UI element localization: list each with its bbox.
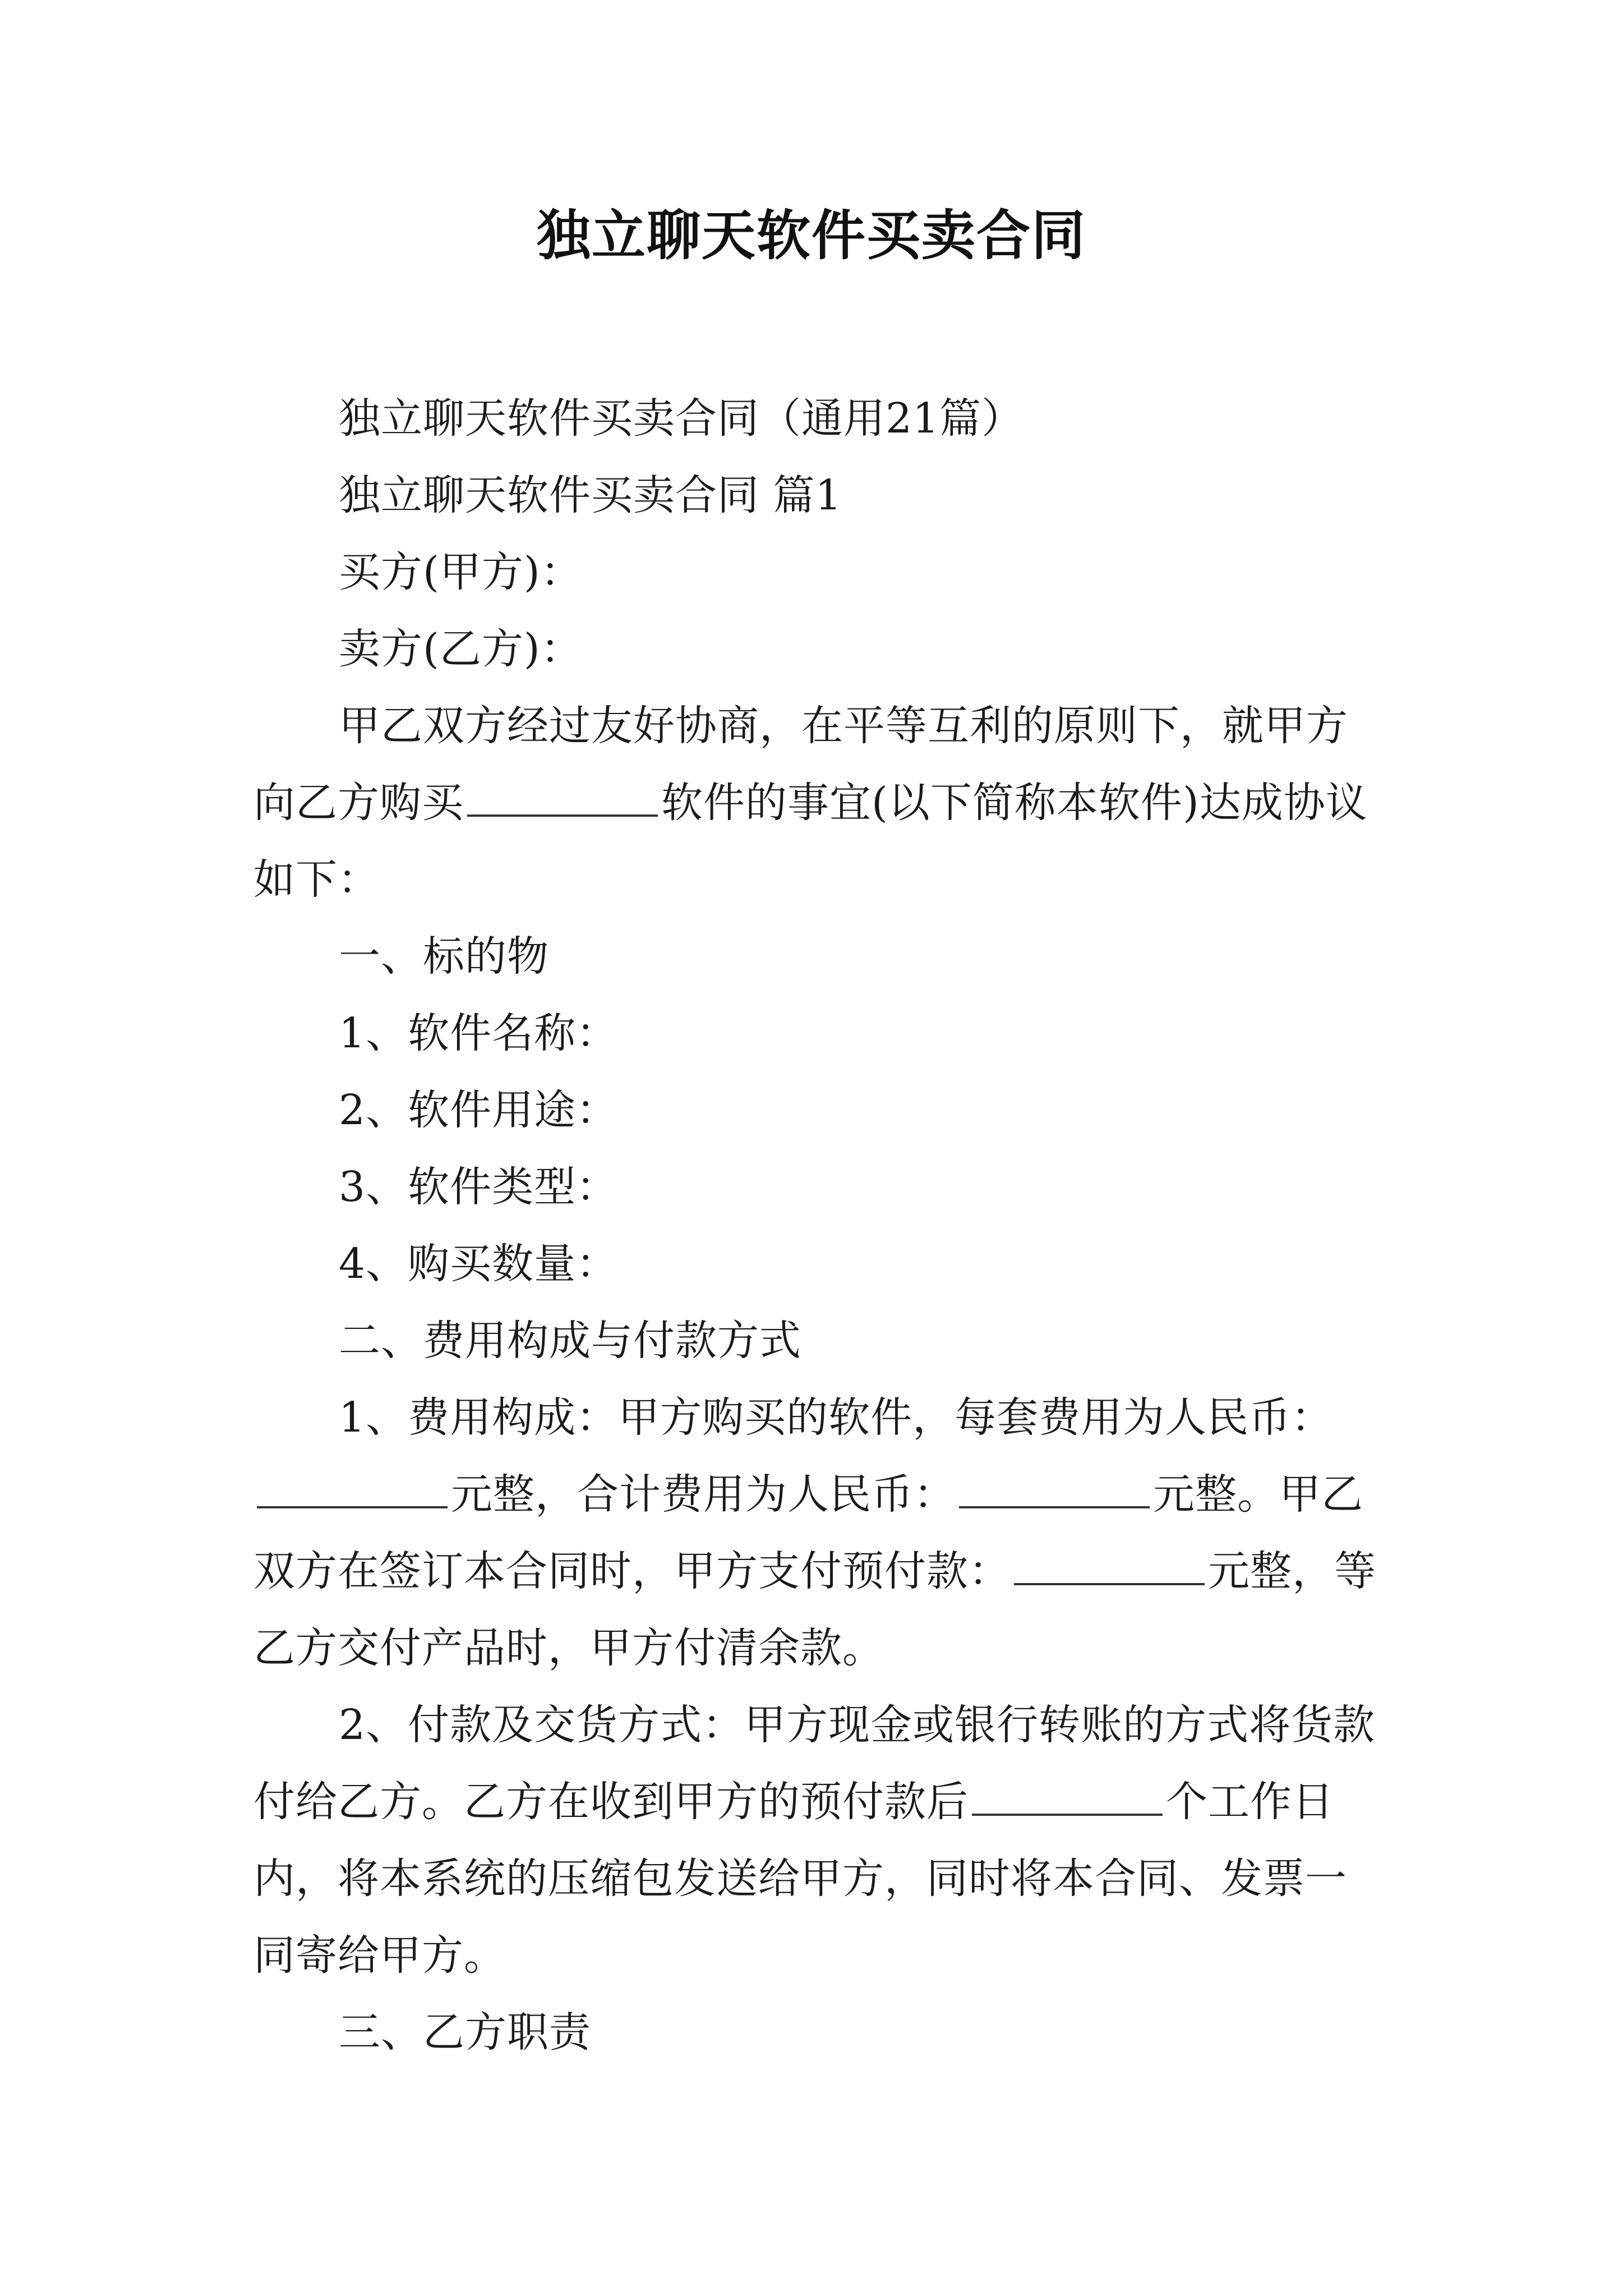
buyer-line: 买方(甲方)：	[339, 548, 583, 596]
section3-heading: 三、乙方职责	[339, 2008, 591, 2056]
section2-heading: 二、费用构成与付款方式	[339, 1317, 801, 1365]
seller-line: 卖方(乙方)：	[339, 625, 583, 673]
intro-text-1: 甲乙双方经过友好协商，在平等互利的原则下，就甲方向乙方购买	[253, 702, 1348, 827]
section1-item-2: 2、软件用途：	[339, 1086, 619, 1134]
payment-text-b: 个工作日内，将本系统的压缩包发送给甲方，同时将本合同、发票一同寄给甲方。	[253, 1778, 1347, 1980]
document-title: 独立聊天软件买卖合同	[537, 204, 1086, 267]
intro-paragraph	[253, 688, 1386, 918]
section1-item-4: 4、购买数量：	[339, 1240, 619, 1288]
blank-field	[972, 1780, 1163, 1816]
section1-item-3: 3、软件类型：	[339, 1163, 619, 1211]
document-body	[253, 380, 1386, 2071]
payment-paragraph	[253, 1687, 1386, 1994]
blank-field	[257, 1473, 448, 1508]
fee-paragraph	[253, 1379, 1386, 1687]
blank-field	[467, 781, 658, 817]
fee-text-c: 元整。甲乙双方在签订本合同时，甲方支付预付款：	[253, 1470, 1363, 1595]
section1-heading: 一、标的物	[339, 932, 549, 981]
fee-text-b: 元整，合计费用为人民币：	[451, 1470, 956, 1519]
blank-field	[1014, 1549, 1205, 1585]
payment-text-a: 2、付款及交货方式：甲方现金或银行转账的方式将货款付给乙方。乙方在收到甲方的预付款后	[253, 1701, 1376, 1826]
blank-field	[959, 1473, 1150, 1508]
section1-item-1: 1、软件名称：	[339, 1009, 619, 1057]
intro-text-2: 软件的事宜(以下简称本软件)达成协议如下：	[253, 779, 1368, 904]
chapter-heading: 独立聊天软件买卖合同 篇1	[339, 471, 842, 519]
fee-text-d: 元整，等乙方交付产品时，甲方付清余款。	[253, 1547, 1376, 1672]
subtitle: 独立聊天软件买卖合同（通用21篇）	[339, 394, 1024, 443]
fee-text-a: 1、费用构成：甲方购买的软件，每套费用为人民币：	[339, 1393, 1334, 1442]
